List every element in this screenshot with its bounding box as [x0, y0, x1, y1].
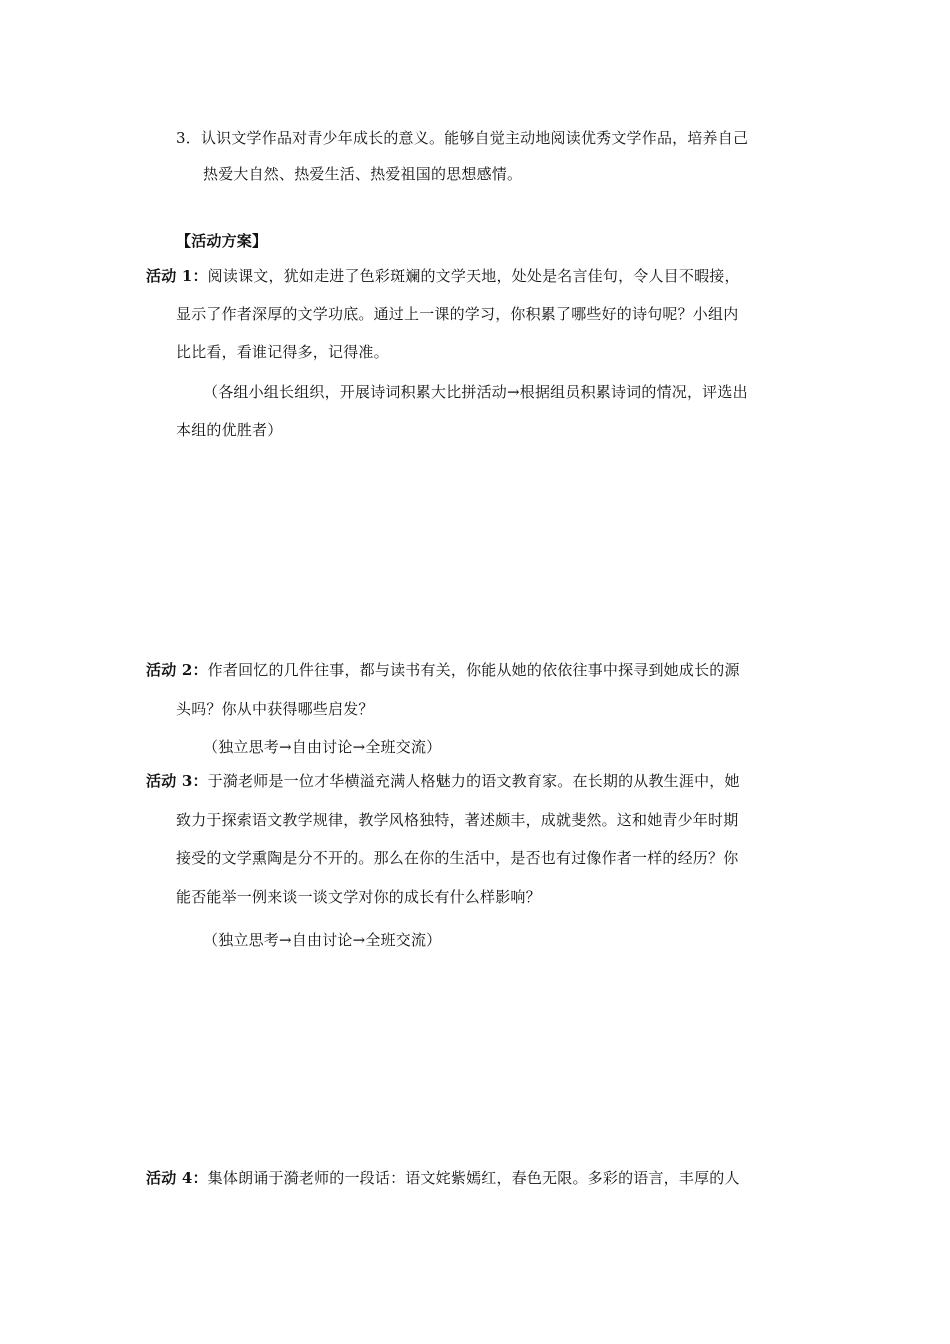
activity-3-label: 活动 3： [146, 772, 208, 790]
activity-3-line-2: 致力于探索语文教学规律，教学风格独特，著述颇丰，成就斐然。这和她青少年时期 [176, 811, 739, 829]
activity-1-label: 活动 1： [146, 267, 208, 285]
activity-4-text: 集体朗诵于漪老师的一段话：语文姹紫嫣红，春色无限。多彩的语言，丰厚的人 [207, 1169, 740, 1187]
goal-3-line-2: 热爱大自然、热爱生活、热爱祖国的思想感情。 [203, 165, 523, 183]
activity-2-line-1 [146, 660, 740, 680]
activity-1-line-1 [146, 266, 740, 286]
activity-4-line-1 [146, 1168, 740, 1188]
activity-3-line-4: 能否能举一例来谈一谈文学对你的成长有什么样影响？ [176, 888, 541, 906]
activity-3-line-3: 接受的文学熏陶是分不开的。那么在你的生活中，是否也有过像作者一样的经历？你 [176, 849, 739, 867]
section-title: 【活动方案】 [176, 232, 268, 250]
activity-3-text: 于漪老师是一位才华横溢充满人格魅力的语文教育家。在长期的从教生涯中，她 [207, 772, 740, 790]
activity-2-label: 活动 2： [146, 661, 208, 679]
activity-2-text: 作者回忆的几件往事，都与读书有关，你能从她的依依往事中探寻到她成长的源 [207, 661, 740, 679]
activity-2-note: （独立思考→自由讨论→全班交流） [203, 738, 442, 756]
activity-1-note-2: 本组的优胜者） [176, 421, 283, 439]
goal-3-line-1: 3．认识文学作品对青少年成长的意义。能够自觉主动地阅读优秀文学作品，培养自己 [176, 129, 749, 147]
activity-1-line-3: 比比看，看谁记得多，记得准。 [176, 343, 389, 361]
activity-3-note: （独立思考→自由讨论→全班交流） [203, 931, 442, 949]
activity-1-line-2: 显示了作者深厚的文学功底。通过上一课的学习，你积累了哪些好的诗句呢？小组内 [176, 305, 739, 323]
activity-1-text: 阅读课文，犹如走进了色彩斑斓的文学天地，处处是名言佳句，令人目不暇接， [207, 267, 740, 285]
activity-3-line-1 [146, 771, 740, 791]
activity-1-note-1: （各组小组长组织，开展诗词积累大比拼活动→根据组员积累诗词的情况，评选出 [203, 383, 748, 401]
activity-2-line-2: 头吗？你从中获得哪些启发？ [176, 700, 374, 718]
activity-4-label: 活动 4： [146, 1169, 208, 1187]
